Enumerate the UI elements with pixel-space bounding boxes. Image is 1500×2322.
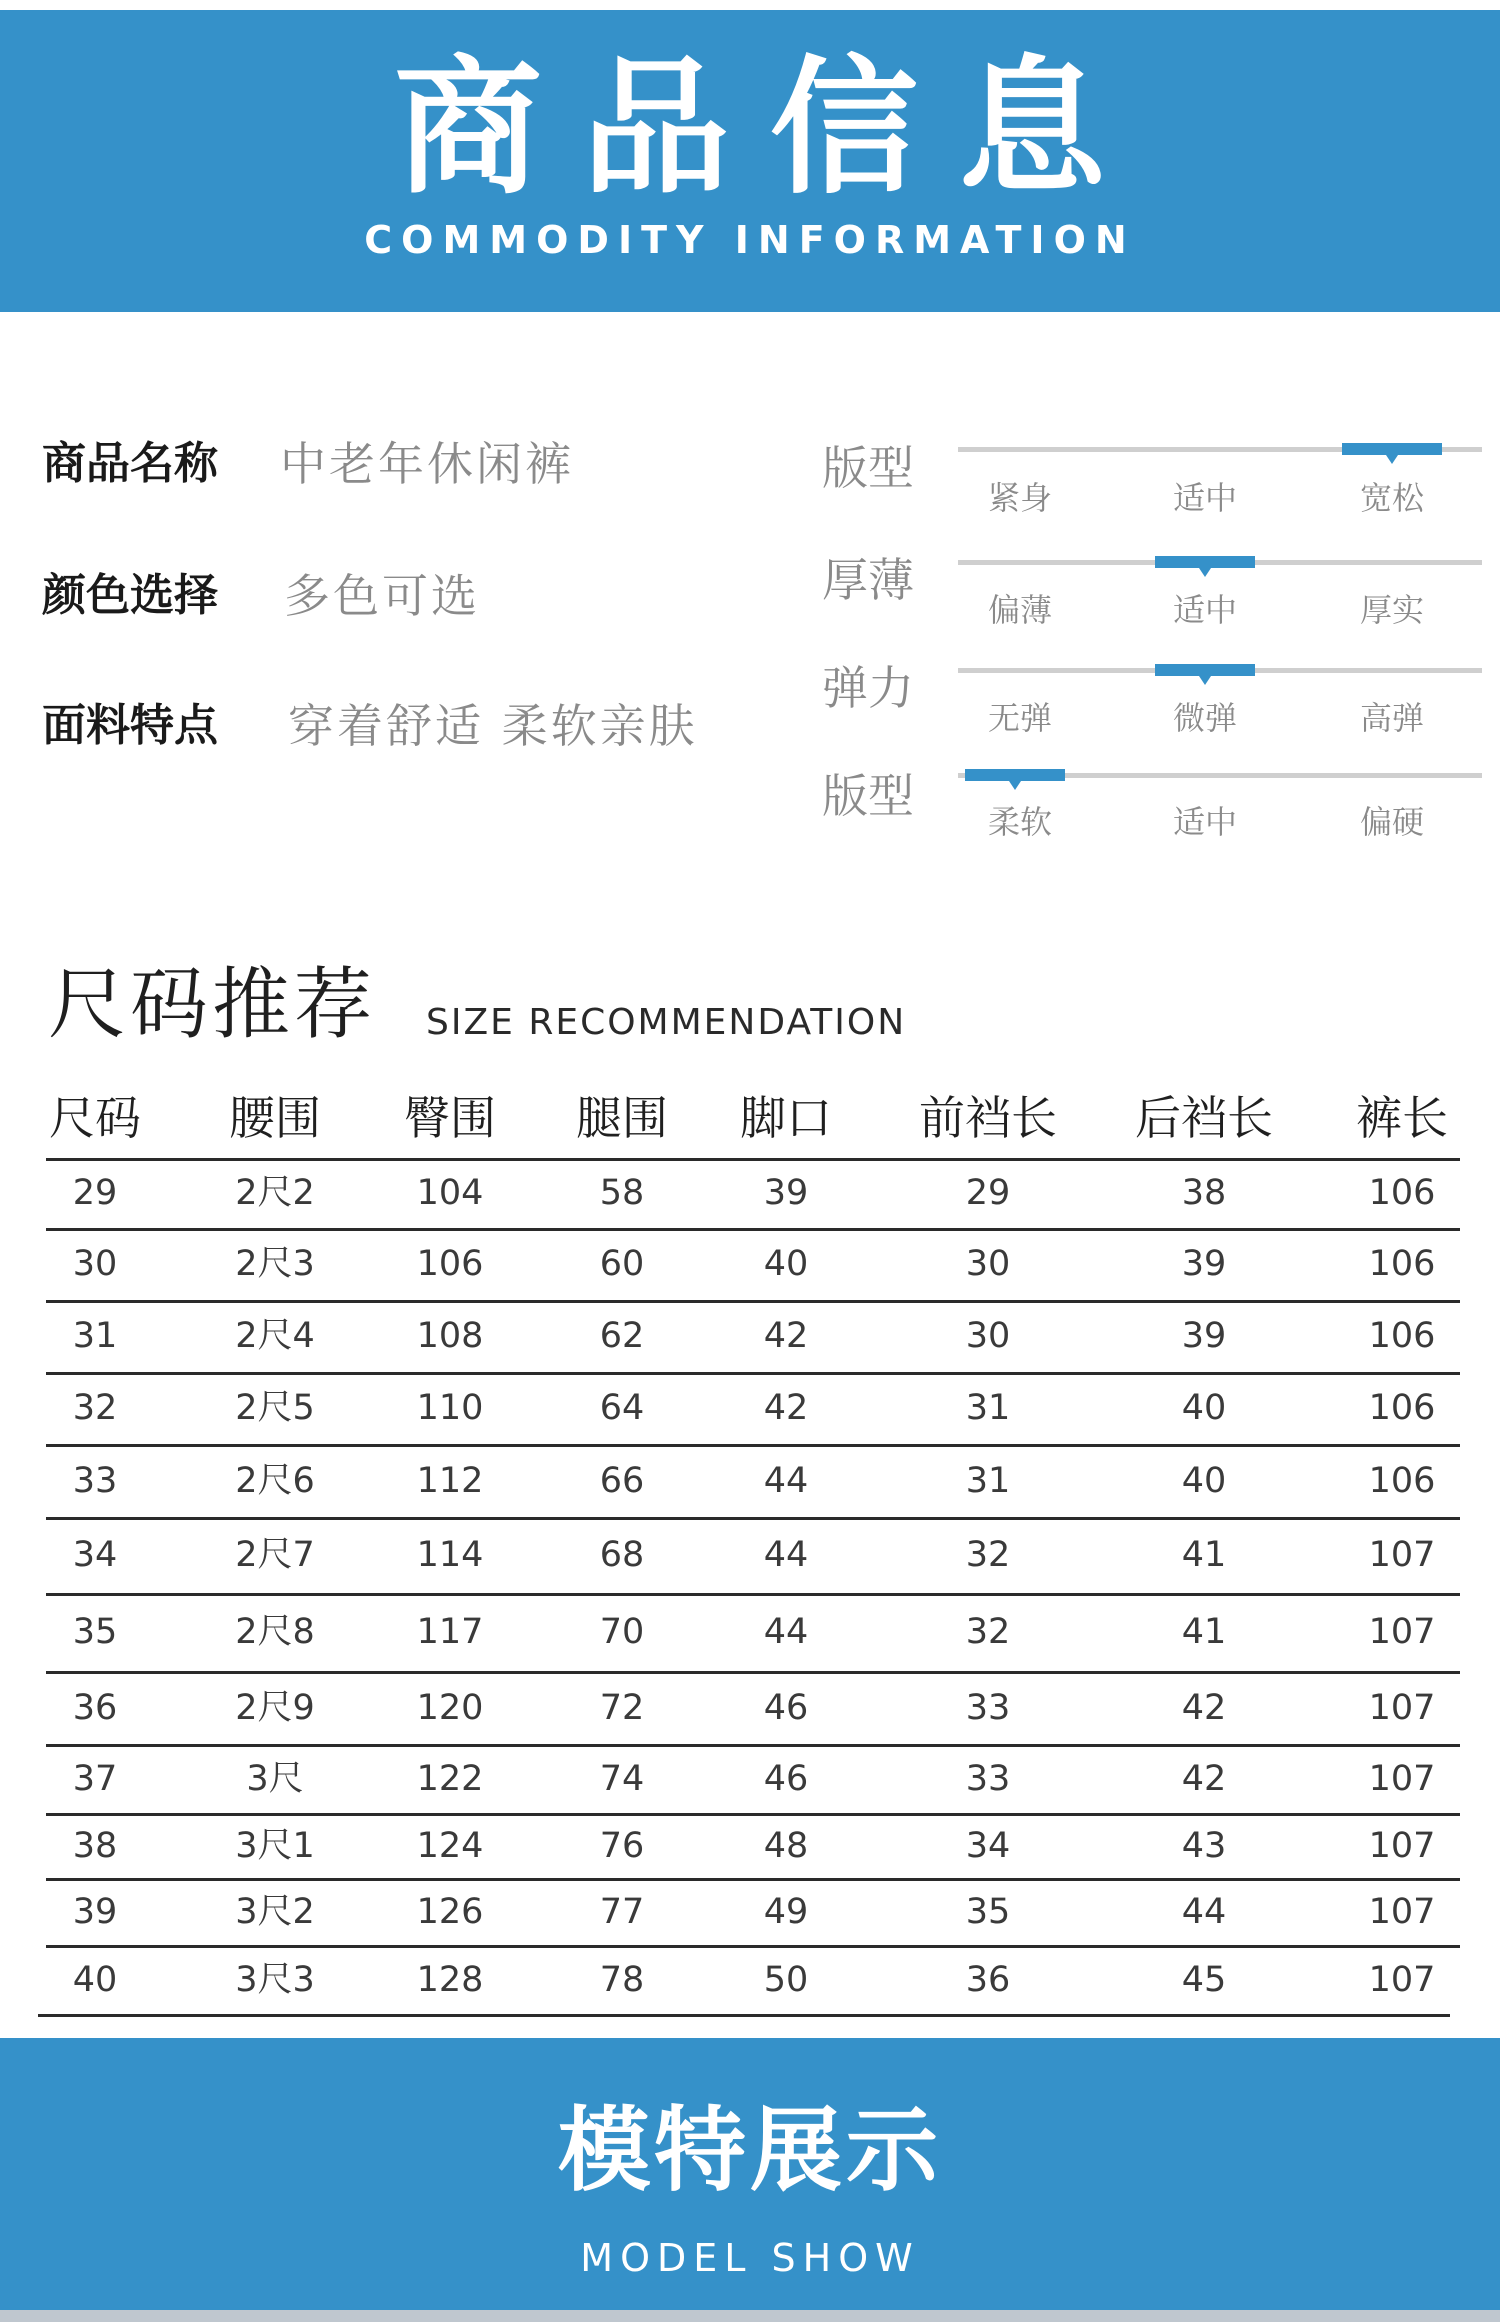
table-cell: 40	[1181, 1388, 1227, 1428]
table-cell: 3尺3	[235, 1959, 315, 2000]
table-row-divider	[46, 1945, 1460, 1948]
attribute-option: 适中	[1172, 479, 1237, 517]
table-cell: 29	[72, 1173, 118, 1213]
table-cell: 124	[416, 1825, 484, 1866]
table-cell: 44	[763, 1460, 809, 1501]
table-cell: 46	[763, 1687, 809, 1728]
table-cell: 60	[599, 1244, 645, 1284]
attribute-title: 版型	[822, 441, 914, 495]
table-row-divider	[46, 1517, 1460, 1520]
table-cell: 34	[965, 1825, 1011, 1866]
table-cell: 42	[1181, 1758, 1227, 1799]
model-image-edge	[0, 2310, 1500, 2322]
table-cell: 70	[599, 1612, 645, 1652]
table-cell: 33	[72, 1460, 118, 1501]
table-header-cell: 腿围	[576, 1091, 668, 1145]
table-cell: 45	[1181, 1959, 1227, 2000]
table-header-cell: 后裆长	[1135, 1091, 1273, 1145]
table-cell: 2尺5	[235, 1388, 315, 1428]
attribute-title: 厚薄	[822, 553, 914, 607]
table-cell: 72	[599, 1687, 645, 1728]
table-row-divider	[46, 1300, 1460, 1303]
table-cell: 2尺3	[235, 1244, 315, 1284]
table-cell: 3尺	[246, 1758, 304, 1799]
table-row-divider	[46, 1671, 1460, 1674]
table-cell: 40	[1181, 1460, 1227, 1501]
table-cell: 107	[1368, 1825, 1436, 1866]
table-cell: 42	[763, 1316, 809, 1356]
attribute-selected-marker	[965, 769, 1065, 781]
table-cell: 106	[1368, 1173, 1436, 1213]
table-cell: 126	[416, 1891, 484, 1932]
table-header-cell: 尺码	[49, 1091, 141, 1145]
table-cell: 77	[599, 1891, 645, 1932]
attribute-selected-marker	[1155, 664, 1255, 676]
table-row-divider	[46, 1158, 1460, 1161]
table-cell: 108	[416, 1316, 484, 1356]
table-cell: 49	[763, 1891, 809, 1932]
attribute-selected-marker	[1342, 443, 1442, 455]
table-cell: 46	[763, 1758, 809, 1799]
model-show-banner	[0, 2038, 1500, 2322]
table-cell: 38	[1181, 1173, 1227, 1213]
table-row-divider	[46, 1444, 1460, 1447]
table-cell: 58	[599, 1173, 645, 1213]
banner-subtitle: COMMODITY INFORMATION	[364, 218, 1136, 262]
table-cell: 107	[1368, 1612, 1436, 1652]
table-cell: 120	[416, 1687, 484, 1728]
table-cell: 106	[416, 1244, 484, 1284]
table-cell: 48	[763, 1825, 809, 1866]
table-cell: 78	[599, 1959, 645, 2000]
table-cell: 41	[1181, 1612, 1227, 1652]
table-cell: 29	[965, 1173, 1011, 1213]
table-row-divider	[46, 1813, 1460, 1816]
table-cell: 33	[965, 1758, 1011, 1799]
table-cell: 44	[763, 1612, 809, 1652]
attribute-option: 厚实	[1359, 591, 1424, 629]
attribute-option: 微弹	[1172, 699, 1237, 737]
product-name-value: 中老年休闲裤	[280, 437, 574, 491]
table-cell: 64	[599, 1388, 645, 1428]
attribute-option: 偏薄	[987, 591, 1052, 629]
table-cell: 31	[965, 1388, 1011, 1428]
table-cell: 42	[763, 1388, 809, 1428]
table-cell: 3尺1	[235, 1825, 315, 1866]
table-cell: 41	[1181, 1535, 1227, 1575]
table-cell: 31	[965, 1460, 1011, 1501]
table-cell: 39	[1181, 1244, 1227, 1284]
table-cell: 37	[72, 1758, 118, 1799]
table-cell: 2尺2	[235, 1173, 315, 1213]
table-cell: 107	[1368, 1891, 1436, 1932]
table-cell: 43	[1181, 1825, 1227, 1866]
table-cell: 35	[72, 1612, 118, 1652]
table-cell: 32	[965, 1612, 1011, 1652]
attribute-option: 柔软	[987, 803, 1052, 841]
table-cell: 112	[416, 1460, 484, 1501]
fabric-feature-value: 穿着舒适 柔软亲肤	[288, 699, 698, 753]
table-cell: 34	[72, 1535, 118, 1575]
size-section-subtitle: SIZE RECOMMENDATION	[426, 1002, 907, 1043]
table-row-divider	[46, 1878, 1460, 1881]
table-cell: 106	[1368, 1316, 1436, 1356]
attribute-title: 版型	[822, 769, 914, 823]
table-cell: 106	[1368, 1388, 1436, 1428]
table-cell: 2尺9	[235, 1687, 315, 1728]
table-cell: 110	[416, 1388, 484, 1428]
attribute-selected-marker	[1155, 556, 1255, 568]
color-choice-value: 多色可选	[284, 569, 480, 623]
table-cell: 30	[965, 1244, 1011, 1284]
table-cell: 107	[1368, 1959, 1436, 2000]
attribute-option: 紧身	[987, 479, 1052, 517]
table-cell: 107	[1368, 1535, 1436, 1575]
color-choice-label: 颜色选择	[42, 570, 218, 621]
table-cell: 44	[763, 1535, 809, 1575]
table-cell: 36	[965, 1959, 1011, 2000]
table-cell: 35	[965, 1891, 1011, 1932]
table-cell: 104	[416, 1173, 484, 1213]
table-row-divider	[46, 1372, 1460, 1375]
table-cell: 40	[72, 1959, 118, 2000]
table-cell: 50	[763, 1959, 809, 2000]
table-cell: 2尺7	[235, 1535, 315, 1575]
attribute-option: 高弹	[1359, 699, 1424, 737]
table-cell: 42	[1181, 1687, 1227, 1728]
table-header-cell: 脚口	[740, 1091, 832, 1145]
table-cell: 44	[1181, 1891, 1227, 1932]
product-name-label: 商品名称	[42, 438, 218, 489]
table-cell: 32	[965, 1535, 1011, 1575]
attribute-option: 宽松	[1359, 479, 1424, 517]
banner-title: 商品信息	[394, 42, 1146, 214]
table-cell: 31	[72, 1316, 118, 1356]
table-cell: 117	[416, 1612, 484, 1652]
attribute-option: 适中	[1172, 803, 1237, 841]
table-cell: 39	[763, 1173, 809, 1213]
attribute-option: 无弹	[987, 699, 1052, 737]
table-cell: 76	[599, 1825, 645, 1866]
table-cell: 74	[599, 1758, 645, 1799]
table-cell: 3尺2	[235, 1891, 315, 1932]
attribute-title: 弹力	[822, 661, 914, 715]
table-row-divider	[46, 1593, 1460, 1596]
table-cell: 122	[416, 1758, 484, 1799]
size-section-title: 尺码推荐	[48, 960, 377, 1050]
table-cell: 106	[1368, 1244, 1436, 1284]
table-cell: 68	[599, 1535, 645, 1575]
table-row-divider	[46, 1744, 1460, 1747]
table-header-cell: 臀围	[404, 1091, 496, 1145]
table-cell: 128	[416, 1959, 484, 2000]
table-cell: 107	[1368, 1758, 1436, 1799]
table-cell: 62	[599, 1316, 645, 1356]
table-cell: 40	[763, 1244, 809, 1284]
table-cell: 2尺4	[235, 1316, 315, 1356]
table-cell: 66	[599, 1460, 645, 1501]
table-header-cell: 裤长	[1356, 1091, 1448, 1145]
table-row-divider	[46, 1228, 1460, 1231]
table-cell: 107	[1368, 1687, 1436, 1728]
table-cell: 39	[72, 1891, 118, 1932]
attribute-option: 偏硬	[1359, 803, 1424, 841]
model-show-title: 模特展示	[557, 2097, 942, 2204]
fabric-feature-label: 面料特点	[42, 700, 218, 751]
table-cell: 33	[965, 1687, 1011, 1728]
table-cell: 2尺6	[235, 1460, 315, 1501]
table-cell: 30	[965, 1316, 1011, 1356]
table-header-cell: 腰围	[229, 1091, 321, 1145]
table-cell: 39	[1181, 1316, 1227, 1356]
table-cell: 32	[72, 1388, 118, 1428]
table-header-cell: 前裆长	[919, 1091, 1057, 1145]
table-cell: 114	[416, 1535, 484, 1575]
table-cell: 38	[72, 1825, 118, 1866]
model-show-subtitle: MODEL SHOW	[580, 2236, 920, 2280]
table-row-divider	[38, 2014, 1450, 2017]
table-cell: 106	[1368, 1460, 1436, 1501]
attribute-option: 适中	[1172, 591, 1237, 629]
table-cell: 36	[72, 1687, 118, 1728]
table-cell: 30	[72, 1244, 118, 1284]
commodity-info-banner	[0, 10, 1500, 312]
table-cell: 2尺8	[235, 1612, 315, 1652]
